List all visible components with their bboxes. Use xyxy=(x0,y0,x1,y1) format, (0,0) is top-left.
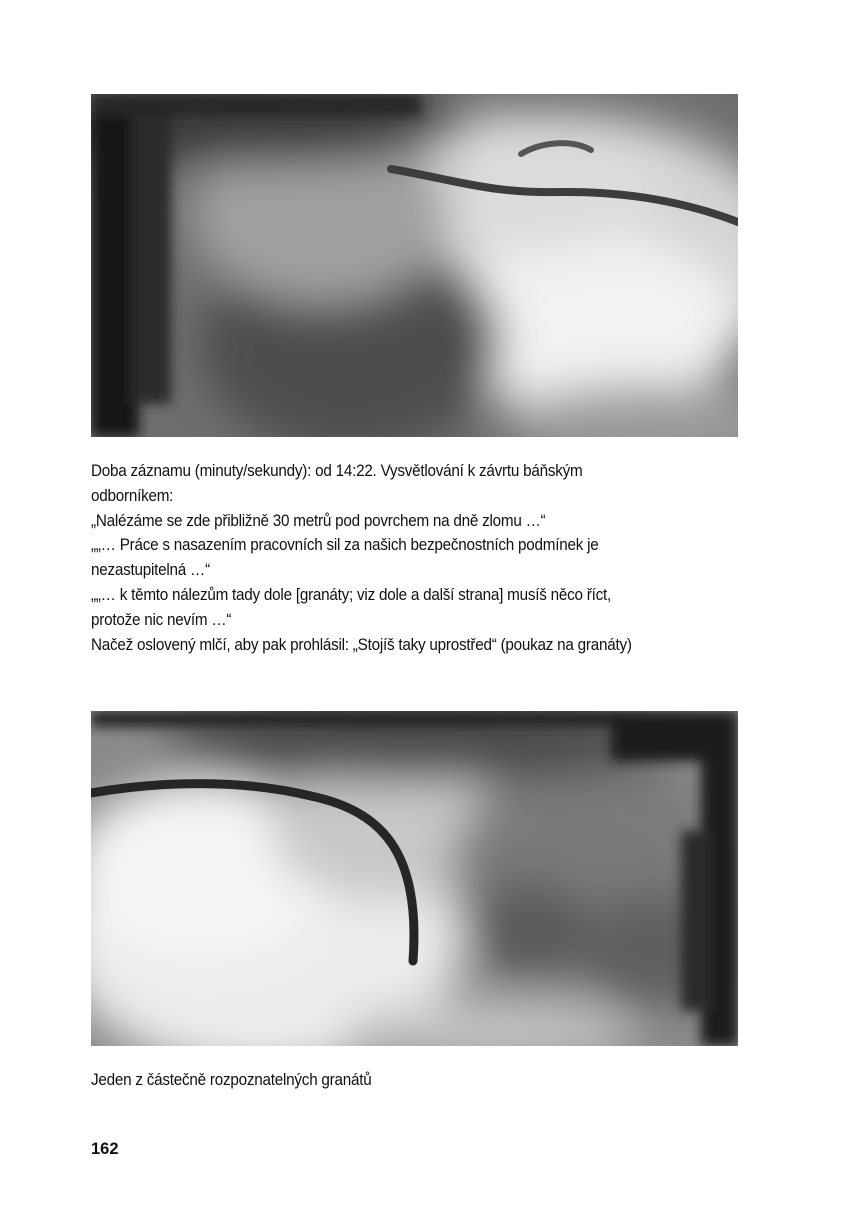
caption-line: odborníkem: xyxy=(91,486,174,505)
caption-line: „Nalézáme se zde přibližně 30 metrů pod povrchem na dně zlomu …“ xyxy=(91,511,546,530)
caption-line: Načež oslovený mlčí, aby pak prohlásil: „Stojíš taky uprostřed“ (poukaz na granáty) xyxy=(91,635,632,654)
caption-recording-transcript xyxy=(91,459,705,657)
caption-line: Jeden z částečně rozpoznatelných granátů xyxy=(91,1071,372,1089)
video-still-image-2 xyxy=(91,711,738,1046)
caption-line: protože nic nevím …“ xyxy=(91,610,232,629)
caption-line: „„… Práce s nasazením pracovních sil za našich bezpečnostních podmínek je xyxy=(91,536,599,555)
video-still-photo-2 xyxy=(91,711,738,1046)
caption-grenade xyxy=(91,1068,705,1093)
caption-line: Doba záznamu (minuty/sekundy): od 14:22. Vysvětlování k závrtu báňským xyxy=(91,462,583,480)
caption-line: nezastupitelná …“ xyxy=(91,561,210,580)
page-number: 162 xyxy=(91,1140,119,1158)
video-still-image-1 xyxy=(91,94,738,437)
caption-line: „„… k těmto nálezům tady dole [granáty; viz dole a další strana] musíš něco říct, xyxy=(91,585,612,604)
video-still-photo-1 xyxy=(91,94,738,437)
